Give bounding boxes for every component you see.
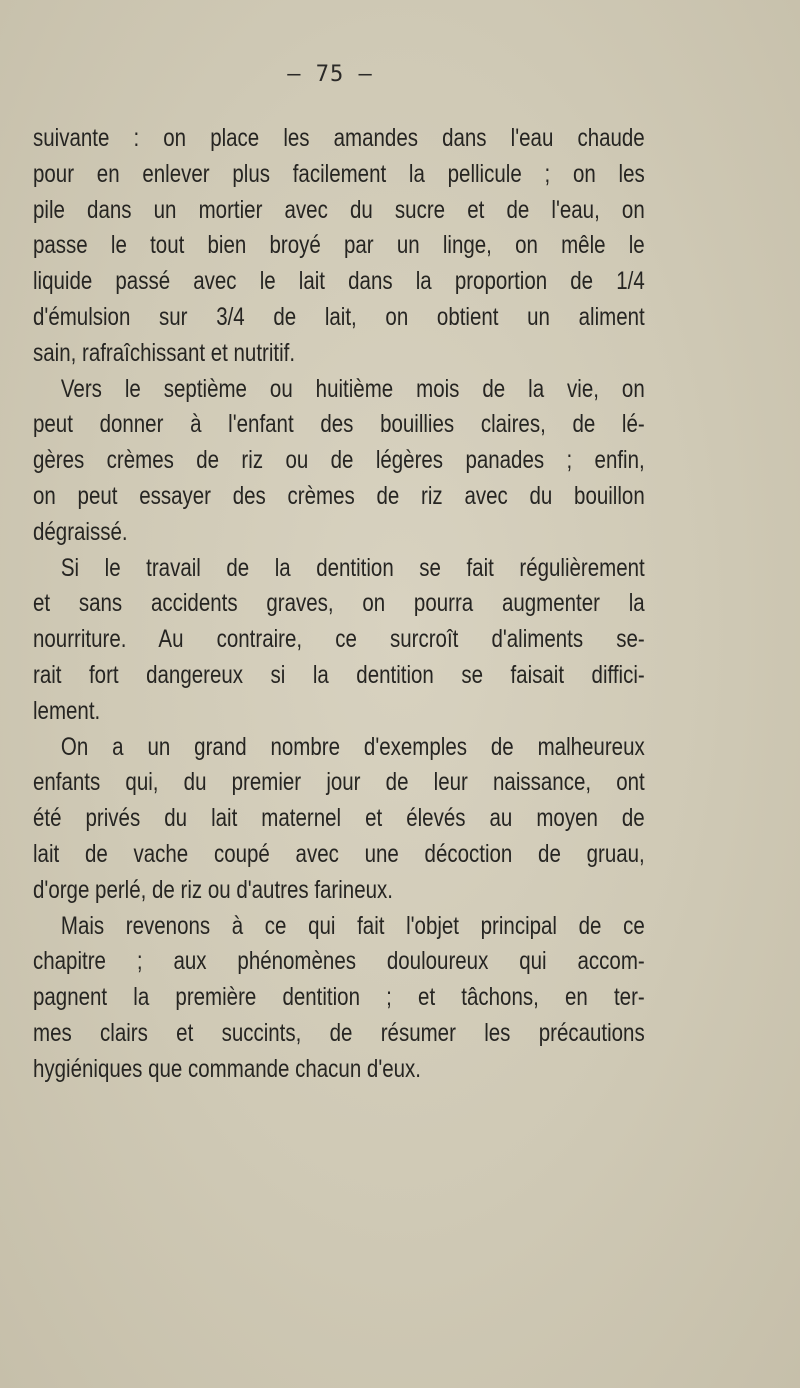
text-line: rait fort dangereux si la dentition se faisait diffici- (33, 660, 645, 689)
text-line: été privés du lait maternel et élevés au moyen de (33, 804, 645, 833)
text-line: pour en enlever plus facilement la pellicule ; on les (33, 159, 645, 188)
text-line: pile dans un mortier avec du sucre et de l'eau, on (33, 195, 645, 224)
text-line: pagnent la première dentition ; et tâchons, en ter- (33, 983, 645, 1012)
text-line: on peut essayer des crèmes de riz avec du bouillon (33, 481, 645, 510)
paragraph-5-continued (33, 944, 645, 1087)
text-line: mes clairs et succints, de résumer les précautions (33, 1018, 645, 1047)
text-line: Mais revenons à ce qui fait l'objet principal de ce (60, 911, 645, 940)
text-line: dégraissé. (33, 517, 128, 546)
text-line: sain, rafraîchissant et nutritif. (33, 338, 296, 367)
text-line: enfants qui, du premier jour de leur naissance, ont (33, 768, 645, 797)
text-line: passe le tout bien broyé par un linge, on mêle le (33, 231, 645, 260)
body-text (33, 121, 645, 1088)
text-line: liquide passé avec le lait dans la proportion de 1/4 (33, 267, 645, 296)
paragraph-2-continued (33, 407, 645, 550)
text-line: lement. (33, 696, 101, 725)
paragraph-4-continued (33, 765, 645, 908)
paragraph-3 (33, 551, 645, 587)
paragraph-5 (33, 909, 645, 945)
paragraph-4 (33, 730, 645, 766)
text-line: suivante : on place les amandes dans l'eau chaude (33, 124, 645, 152)
text-line: hygiéniques que commande chacun d'eux. (33, 1054, 421, 1083)
paragraph-1 (33, 121, 645, 372)
text-line: d'émulsion sur 3/4 de lait, on obtient un aliment (33, 302, 645, 331)
text-line: gères crèmes de riz ou de légères panades ; enfin, (33, 446, 645, 475)
text-line: lait de vache coupé avec une décoction de gruau, (33, 839, 645, 868)
text-line: Si le travail de la dentition se fait régulièrement (60, 553, 645, 582)
paragraph-2 (33, 372, 645, 408)
text-line: Vers le septième ou huitième mois de la vie, on (60, 374, 645, 403)
paragraph-3-continued (33, 586, 645, 729)
text-line: d'orge perlé, de riz ou d'autres farineux. (33, 875, 393, 904)
text-line: nourriture. Au contraire, ce surcroît d'aliments se- (33, 625, 645, 654)
text-line: chapitre ; aux phénomènes douloureux qui accom- (33, 947, 645, 976)
text-line: et sans accidents graves, on pourra augmenter la (33, 589, 645, 618)
page-number: — 75 — (287, 62, 373, 87)
text-line: On a un grand nombre d'exemples de malheureux (60, 732, 645, 761)
text-line: peut donner à l'enfant des bouillies claires, de lé- (33, 410, 645, 439)
